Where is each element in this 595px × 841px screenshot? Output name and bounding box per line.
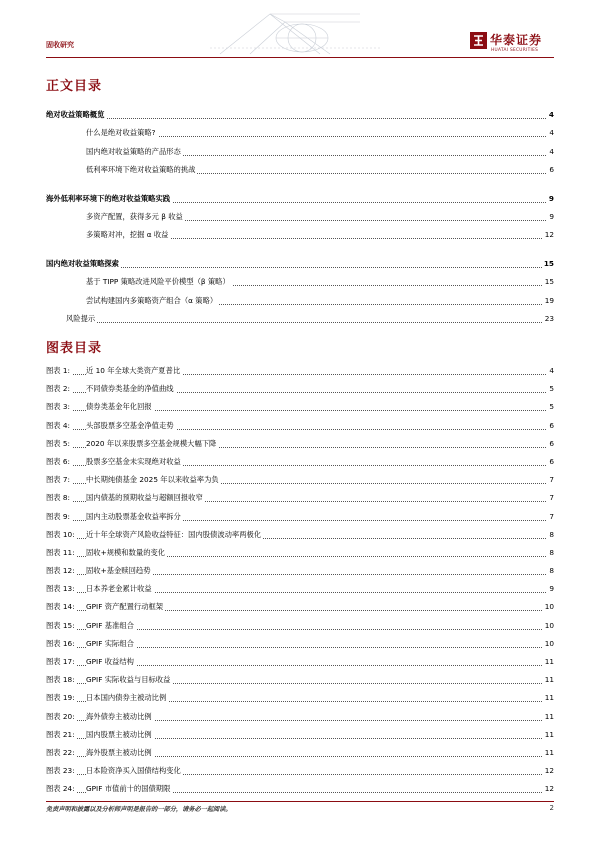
figure-entry[interactable] [46,635,554,653]
logo-mark-icon [470,32,487,49]
toc-entry[interactable] [46,255,554,273]
figure-number: 图表 4: [46,420,71,430]
toc-entry-page: 9 [549,211,554,221]
figure-entry[interactable] [46,562,554,580]
figure-label: 固收+规模和数量的变化 [86,547,166,557]
footer-divider [46,801,554,802]
leader-dots [46,118,554,119]
figure-entry[interactable] [46,726,554,744]
figure-number: 图表 20: [46,711,75,721]
figure-number: 图表 13: [46,584,75,594]
toc-entry[interactable] [46,190,554,208]
figure-entry[interactable] [46,471,554,489]
toc-entry[interactable] [46,273,554,291]
toc-entry-label: 国内绝对收益策略的产品形态 [86,146,181,156]
figure-page: 8 [549,566,554,576]
figure-number: 图表 1: [46,366,71,375]
figure-page: 11 [544,693,554,703]
toc-entry-page: 15 [543,258,554,268]
figure-label: 国内债基的预期收益与超额回报收窄 [86,493,203,503]
toc-entry[interactable] [46,208,554,226]
toc-title: 正文目录 [46,79,103,94]
toc-entry[interactable] [46,143,554,161]
toc-entry[interactable] [46,106,554,124]
figure-number: 图表 19: [46,693,75,703]
figure-label: GPIF 市值前十的国债期限 [86,784,171,794]
figure-entry[interactable] [46,435,554,453]
toc-entry[interactable] [46,226,554,244]
figure-page: 7 [549,511,554,521]
figure-page: 6 [549,438,554,448]
figure-page: 11 [544,711,554,721]
figure-label: 日本国内债券主被动比例 [86,693,167,703]
figure-label: 股票多空基金未实现绝对收益 [86,456,181,466]
figures-list [46,362,554,799]
toc-entry-label: 绝对收益策略概览 [46,110,105,119]
figure-label: 日本养老金累计收益 [86,584,152,594]
logo-chinese-name: 华泰证券 [490,33,543,47]
figure-entry[interactable] [46,380,554,398]
toc-entry-page: 4 [548,110,554,119]
logo-english-name: HUATAI SECURITIES [491,48,539,53]
figure-label: 2020 年以来股票多空基金规模大幅下降 [86,438,217,448]
toc-entry-label: 风险提示 [66,313,96,323]
figure-entry[interactable] [46,417,554,435]
figure-label: 头部股票多空基金净值走势 [86,420,174,430]
toc-entry-page: 12 [544,230,554,240]
leader-dots [66,322,554,323]
figure-page: 7 [549,475,554,485]
brand-logo [470,30,554,56]
figure-page: 6 [549,420,554,430]
figure-page: 7 [549,493,554,503]
toc-entry-label: 多资产配置，获得多元 β 收益 [86,211,183,221]
toc-entry[interactable] [46,310,554,328]
toc-entry-label: 海外低利率环境下的绝对收益策略实践 [46,193,171,203]
figure-label: GPIF 收益结构 [86,657,134,666]
figure-entry[interactable] [46,453,554,471]
page-number: 2 [549,804,554,812]
figure-number: 图表 21: [46,729,75,739]
figure-page: 9 [549,584,554,594]
figure-page: 4 [549,366,554,375]
figure-entry[interactable] [46,489,554,507]
figure-number: 图表 12: [46,566,75,576]
figure-entry[interactable] [46,744,554,762]
figures-title: 图表目录 [46,341,103,356]
toc-entry-label: 基于 TIPP 策略改进风险平价模型（β 策略） [86,277,230,287]
figure-number: 图表 15: [46,620,75,630]
figure-page: 11 [544,657,554,666]
section-label: 固收研究 [46,41,74,49]
figure-number: 图表 14: [46,602,75,612]
figure-page: 6 [549,456,554,466]
figure-entry[interactable] [46,598,554,616]
figure-number: 图表 9: [46,511,71,521]
toc-entry-label: 尝试构建国内多策略资产组合（α 策略） [86,295,218,305]
figure-page: 5 [549,402,554,412]
figure-number: 图表 17: [46,657,75,666]
figure-page: 11 [544,675,554,685]
figure-label: 不同债券类基金的净值曲线 [86,384,174,394]
figure-label: 国内股票主被动比例 [86,729,152,739]
figure-entry[interactable] [46,362,554,380]
toc-entry-label: 国内绝对收益策略探索 [46,258,119,268]
figure-number: 图表 7: [46,475,71,485]
figure-label: 国内主动股票基金收益率拆分 [86,511,181,521]
figure-entry[interactable] [46,526,554,544]
figure-entry[interactable] [46,653,554,671]
figure-number: 图表 5: [46,438,71,448]
figure-label: 海外股票主被动比例 [86,747,152,757]
figure-number: 图表 2: [46,384,71,394]
figure-page: 11 [544,747,554,757]
figure-number: 图表 6: [46,456,71,466]
figure-entry[interactable] [46,780,554,798]
figure-number: 图表 8: [46,493,71,503]
toc-entry-page: 9 [548,193,554,203]
toc-entry-page: 4 [549,146,554,156]
figure-page: 11 [544,729,554,739]
footer-disclaimer: 免责声明和披露以及分析师声明是报告的一部分，请务必一起阅读。 [46,806,232,813]
figure-number: 图表 16: [46,638,75,648]
figure-entry[interactable] [46,580,554,598]
toc-entry[interactable] [46,161,554,179]
leader-dots [46,267,554,268]
figure-page: 5 [549,384,554,394]
toc-entry-page: 15 [544,277,554,287]
toc-entry-label: 多策略对冲，挖掘 α 收益 [86,230,169,240]
figure-label: GPIF 实际收益与目标收益 [86,675,171,685]
toc-entry-page: 19 [544,295,554,305]
figure-page: 12 [544,766,554,776]
toc-entry-page: 4 [549,128,554,138]
toc-entry-page: 23 [544,313,554,323]
figure-page: 8 [549,547,554,557]
figure-entry[interactable] [46,762,554,780]
figure-page: 12 [544,784,554,794]
figure-entry[interactable] [46,508,554,526]
figure-label: 近十年全球资产风险收益特征：国内股债波动率两极化 [86,529,262,539]
figure-entry[interactable] [46,544,554,562]
toc-list [46,106,554,328]
figure-number: 图表 3: [46,402,71,412]
figure-label: GPIF 基准组合 [86,620,134,630]
figure-label: 海外债券主被动比例 [86,711,152,721]
figure-entry[interactable] [46,398,554,416]
figure-number: 图表 24: [46,784,75,794]
header-divider [46,57,554,58]
toc-entry-label: 什么是绝对收益策略? [86,128,156,138]
figure-entry[interactable] [46,689,554,707]
figure-number: 图表 23: [46,766,75,776]
figure-label: 债券类基金年化回报 [86,402,152,412]
figure-entry[interactable] [46,708,554,726]
page-header [0,0,595,62]
header-decoration-graphic [210,8,380,56]
figure-label: 日本险资净买入国债结构变化 [86,766,181,776]
figure-number: 图表 22: [46,747,75,757]
figure-number: 图表 11: [46,547,75,557]
figure-label: 中长期纯债基金 2025 年以来收益率为负 [86,475,219,485]
figure-page: 8 [549,529,554,539]
figure-label: GPIF 资产配置行动框架 [86,602,164,612]
toc-entry-label: 低利率环境下绝对收益策略的挑战 [86,165,196,175]
figure-number: 图表 10: [46,529,75,539]
figure-number: 图表 18: [46,675,75,685]
toc-entry-page: 6 [549,165,554,175]
toc-entry[interactable] [46,292,554,310]
figure-label: GPIF 实际组合 [86,638,134,648]
figure-label: 固收+基金赎回趋势 [86,566,151,576]
toc-entry[interactable] [46,124,554,142]
figure-label: 近 10 年全球大类资产夏普比 [86,366,181,375]
figure-entry[interactable] [46,671,554,689]
figure-page: 10 [544,638,554,648]
figure-entry[interactable] [46,617,554,635]
figure-page: 10 [544,602,554,612]
figure-page: 10 [544,620,554,630]
